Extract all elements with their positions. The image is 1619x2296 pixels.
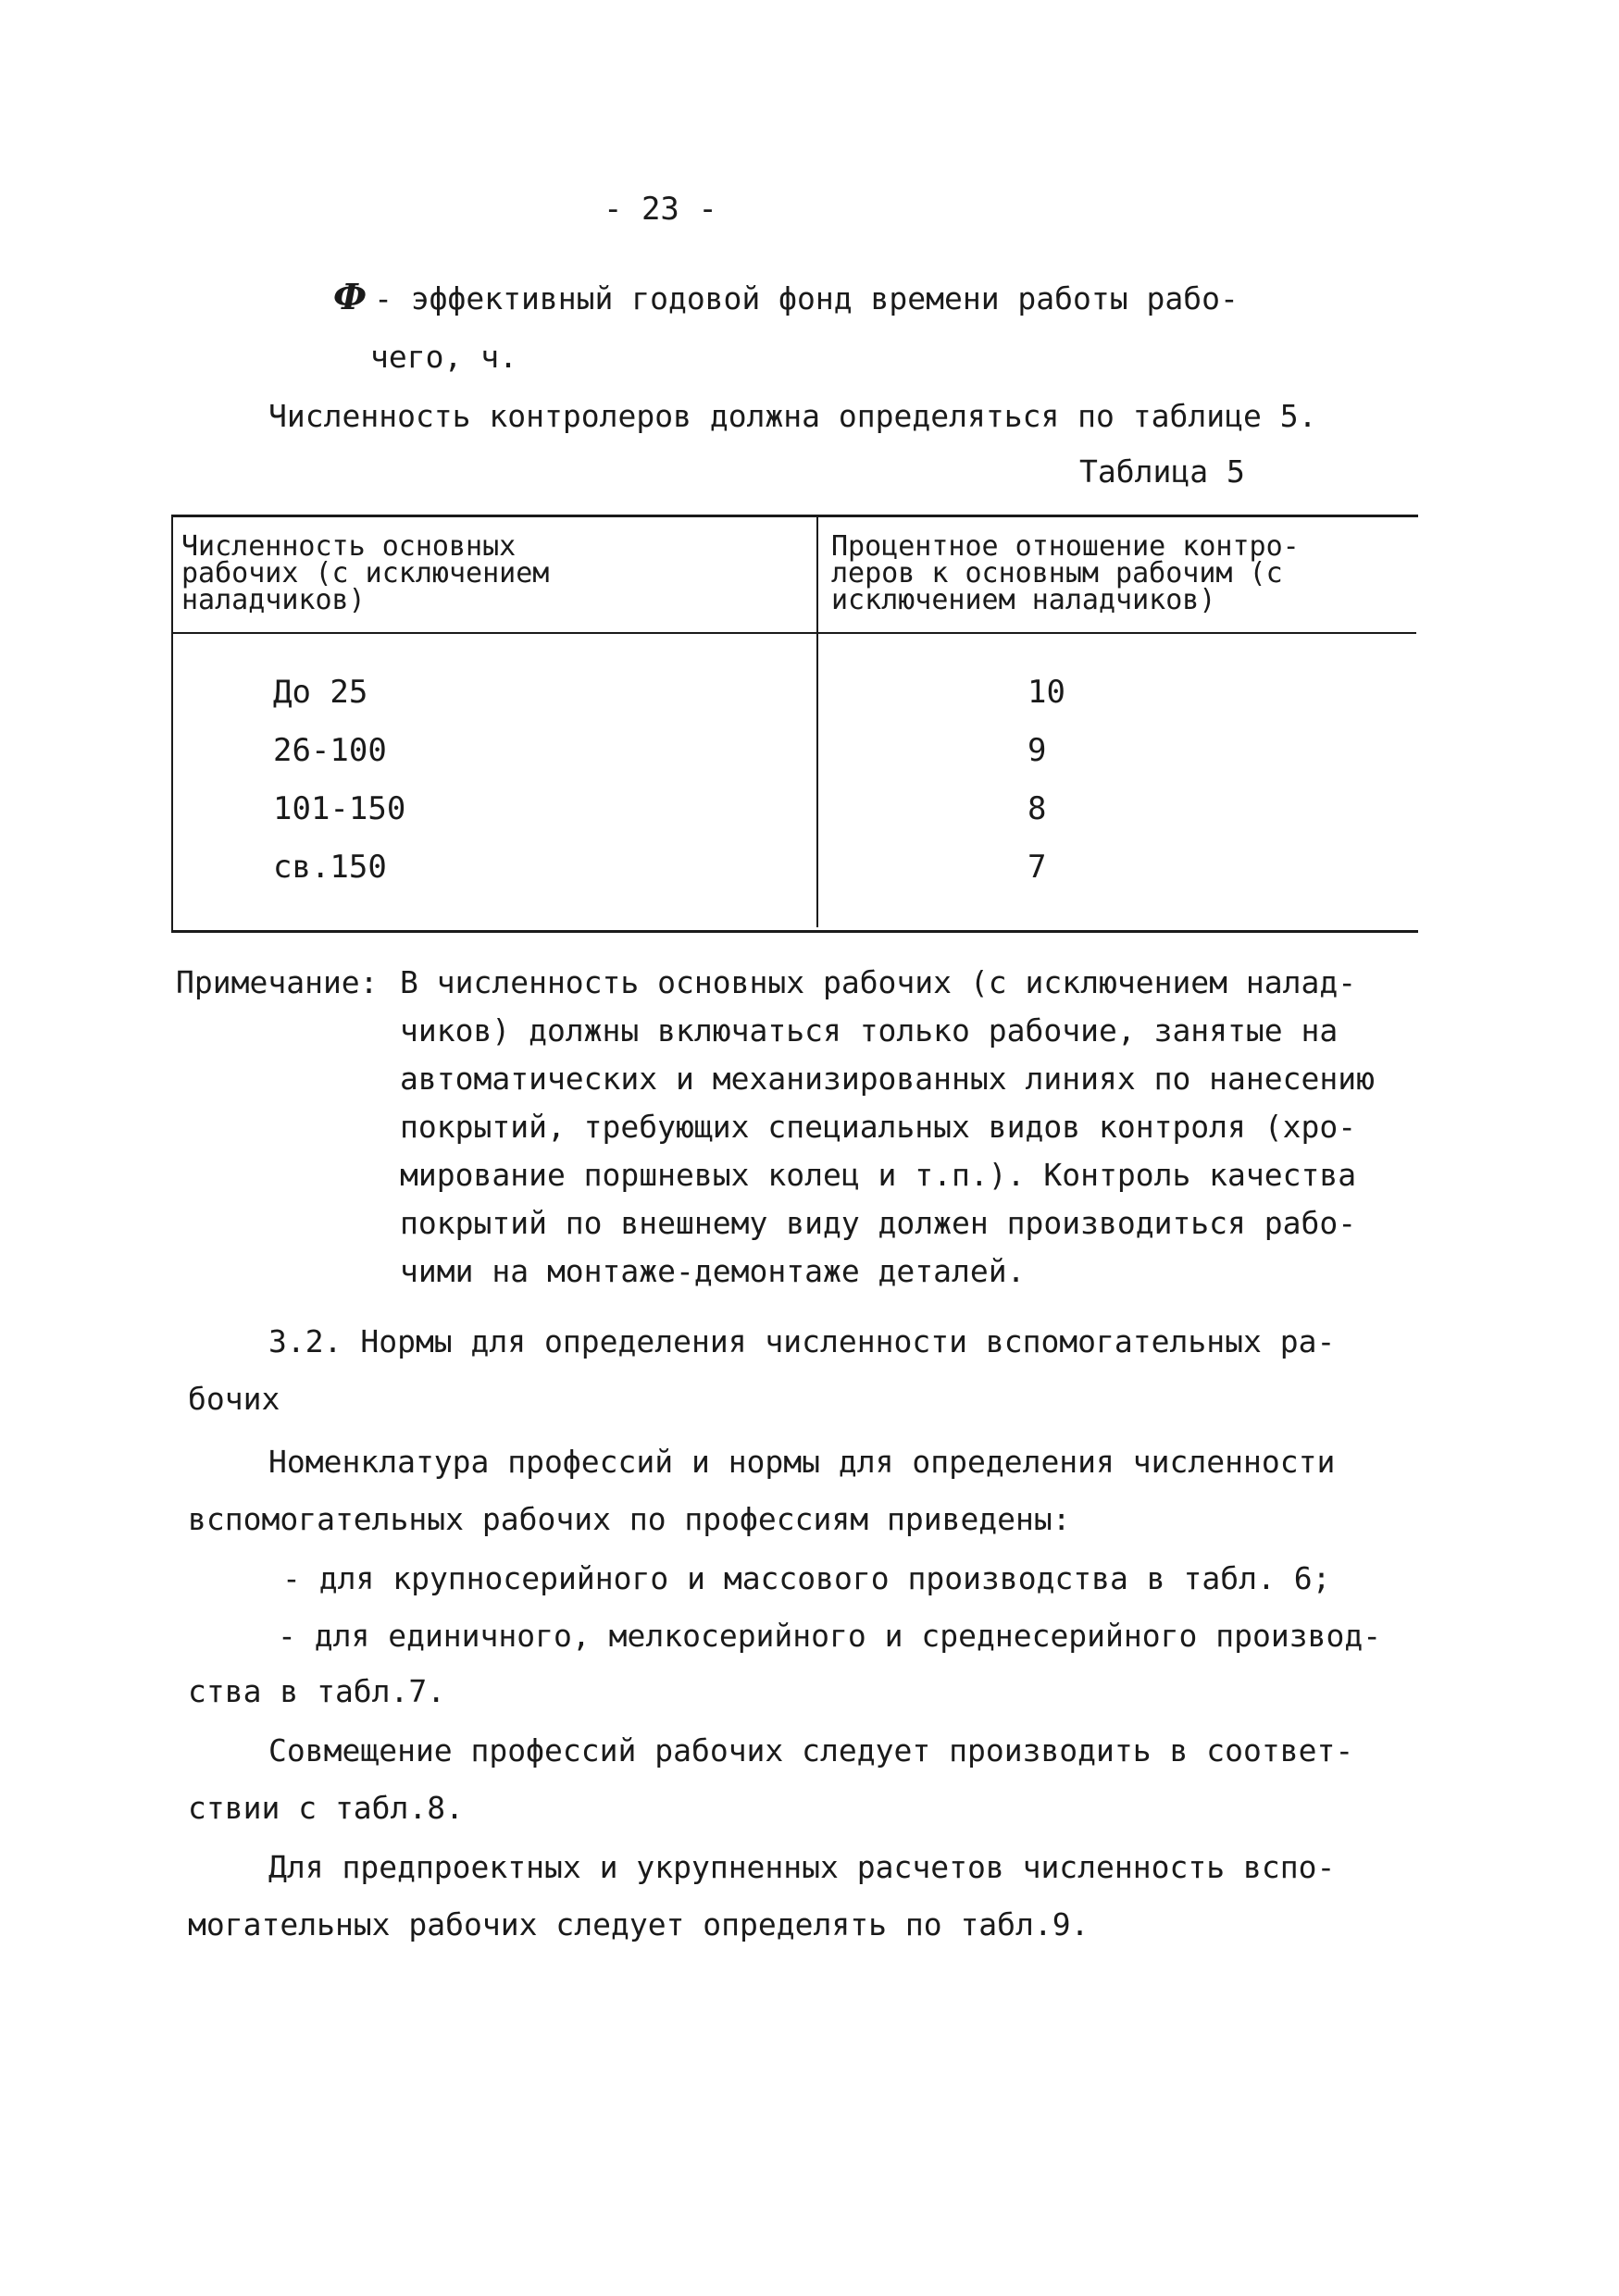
phi-definition-text: - эффективный годовой фонд времени работы рабо- [374,280,1239,316]
paragraph-combination: Совмещение профессий рабочих следует производить в соответ- [268,1732,1354,1769]
note-line: покрытий, требующих специальных видов контроля (хро- [400,1109,1357,1145]
table-cell-percent: 8 [1027,790,1047,827]
table-header-percent: Процентное отношение контро- леров к основным рабочим (с исключением наладчиков) [831,530,1300,616]
table-column-divider [816,515,818,927]
table-cell-workers: 101-150 [273,790,406,827]
phi-symbol: Ф [333,276,367,317]
table-cell-workers: св.150 [273,849,387,886]
section-heading-continuation: бочих [188,1381,280,1417]
table-cell-percent: 9 [1027,732,1047,769]
paragraph-preproject: Для предпроектных и укрупненных расчетов численность вспо- [268,1849,1336,1885]
bullet-table-6: - для крупносерийного и массового производства в табл. 6; [282,1560,1331,1596]
section-heading: 3.2. Нормы для определения численности вспомогательных ра- [268,1323,1336,1359]
table-cell-percent: 7 [1027,849,1047,886]
note-line: чиков) должны включаться только рабочие, занятые на [400,1012,1339,1049]
note-line: мирование поршневых колец и т.п.). Контроль качества [400,1157,1357,1193]
page-number: - 23 - [604,191,717,228]
bullet-table-7-continuation: ства в табл.7. [188,1673,446,1709]
note-line: автоматических и механизированных линиях по нанесению [400,1061,1375,1097]
paragraph-nomenclature: Номенклатура профессий и нормы для определения численности [268,1444,1336,1480]
note-line: покрытий по внешнему виду должен производиться рабо- [400,1205,1357,1241]
paragraph-nomenclature-continuation: вспомогательных рабочих по профессиям приведены: [188,1501,1071,1537]
bullet-table-7: - для единичного, мелкосерийного и среднесерийного производ- [278,1618,1382,1654]
phi-definition-continuation: чего, ч. [370,339,517,375]
table-cell-workers: До 25 [273,674,368,711]
paragraph-combination-continuation: ствии с табл.8. [188,1790,465,1826]
note-label: Примечание: [176,964,379,1000]
table-cell-percent: 10 [1027,674,1065,711]
phi-definition-line [333,276,1239,317]
intro-text: Численность контролеров должна определяться по таблице 5. [268,398,1317,434]
table-header-divider [171,632,1416,634]
paragraph-preproject-continuation: могательных рабочих следует определять по табл.9. [188,1906,1090,1942]
note-line: В численность основных рабочих (с исключением налад- [400,964,1357,1000]
table-header-workers: Численность основных рабочих (с исключением наладчиков) [181,530,550,616]
table-caption: Таблица 5 [1079,453,1245,490]
note-line: чими на монтаже-демонтаже деталей. [400,1253,1026,1289]
table-cell-workers: 26-100 [273,732,387,769]
